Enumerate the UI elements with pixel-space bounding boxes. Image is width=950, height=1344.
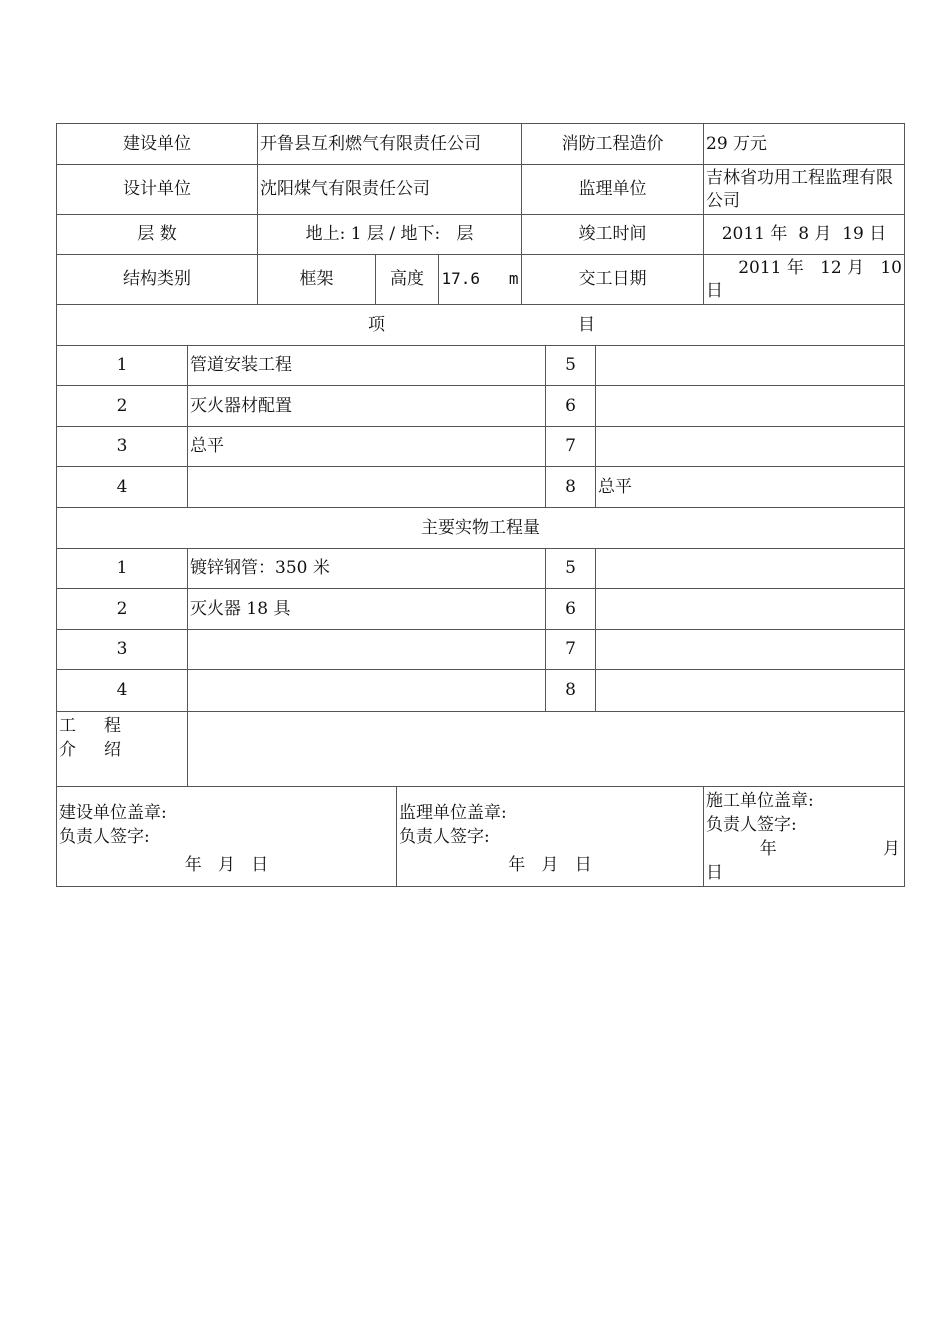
construction-unit-label: 建设单位 <box>56 123 258 165</box>
item-value: 总平 <box>187 426 546 467</box>
intro-label-line-1: 工程 <box>59 716 149 736</box>
item-number: 5 <box>545 345 596 386</box>
item-value <box>595 426 905 467</box>
item-number: 7 <box>545 426 596 467</box>
quantity-value <box>595 548 905 589</box>
quantity-row <box>57 670 905 713</box>
quantity-value <box>595 669 905 712</box>
quantity-value <box>187 629 546 670</box>
intro-row <box>57 712 905 788</box>
item-value: 管道安装工程 <box>187 345 546 386</box>
quantity-value <box>595 629 905 670</box>
header-row-4 <box>57 255 905 306</box>
quantity-number: 1 <box>56 548 188 589</box>
items-title-right: 目 <box>578 314 595 335</box>
supervision-unit-value: 吉林省功用工程监理有限公司 <box>703 164 905 215</box>
intro-value <box>187 711 905 787</box>
design-unit-value: 沈阳煤气有限责任公司 <box>257 164 522 215</box>
structure-type-value: 框架 <box>257 254 376 305</box>
handover-date-line-1: 2011 年 12 月 10 <box>738 258 902 279</box>
signature-row <box>57 787 905 888</box>
header-row-1 <box>57 124 905 166</box>
quantity-number: 5 <box>545 548 596 589</box>
quantity-value <box>595 588 905 630</box>
item-row <box>57 427 905 468</box>
header-row-2 <box>57 165 905 216</box>
item-row <box>57 346 905 387</box>
quantity-number: 7 <box>545 629 596 670</box>
quantity-number: 4 <box>56 669 188 712</box>
builder-signature <box>703 786 905 887</box>
builder-date-line-2: 日 <box>706 863 723 883</box>
item-value <box>595 345 905 386</box>
quantity-value <box>187 669 546 712</box>
quantity-number: 8 <box>545 669 596 712</box>
fire-cost-label: 消防工程造价 <box>521 123 704 165</box>
intro-label <box>56 711 188 787</box>
quantity-row <box>57 630 905 671</box>
completion-time-label: 竣工时间 <box>521 214 704 255</box>
quantity-number: 3 <box>56 629 188 670</box>
supervision-sign-label: 负责人签字: <box>399 827 490 847</box>
quantity-number: 6 <box>545 588 596 630</box>
quantity-value: 灭火器 18 具 <box>187 588 546 630</box>
supervision-unit-label: 监理单位 <box>521 164 704 215</box>
height-value: 17.6 m <box>438 254 522 305</box>
height-label: 高度 <box>375 254 439 305</box>
handover-date-line-2: 日 <box>706 280 723 301</box>
item-row <box>57 467 905 509</box>
supervision-date: 年 月 日 <box>508 855 592 875</box>
quantity-number: 2 <box>56 588 188 630</box>
handover-date-label: 交工日期 <box>521 254 704 305</box>
structure-type-label: 结构类别 <box>56 254 258 305</box>
items-title <box>56 304 905 346</box>
supervision-signature <box>396 786 704 887</box>
item-value: 总平 <box>595 466 905 508</box>
item-number: 8 <box>545 466 596 508</box>
builder-date-line-1: 年 月 <box>759 839 900 859</box>
completion-time-value: 2011 年 8 月 19 日 <box>703 214 905 255</box>
construction-signature <box>56 786 397 887</box>
intro-label-line-2: 介绍 <box>59 740 149 760</box>
items-title-row <box>57 305 905 347</box>
quantity-value: 镀锌钢管：350 米 <box>187 548 546 589</box>
item-number: 3 <box>56 426 188 467</box>
quantity-row <box>57 589 905 631</box>
construction-sign-label: 负责人签字: <box>59 827 150 847</box>
floors-label: 层 数 <box>56 214 258 255</box>
construction-seal-label: 建设单位盖章: <box>59 803 167 823</box>
fire-cost-value: 29 万元 <box>703 123 905 165</box>
item-number: 2 <box>56 385 188 427</box>
builder-sign-label: 负责人签字: <box>706 815 797 835</box>
item-value: 灭火器材配置 <box>187 385 546 427</box>
item-number: 6 <box>545 385 596 427</box>
floors-value: 地上: 1 层 / 地下: 层 <box>257 214 522 255</box>
quantities-title-row <box>57 508 905 550</box>
item-row <box>57 386 905 428</box>
construction-unit-value: 开鲁县互利燃气有限责任公司 <box>257 123 522 165</box>
item-number: 4 <box>56 466 188 508</box>
items-title-left: 项 <box>368 314 385 335</box>
header-row-3 <box>57 215 905 256</box>
item-value <box>595 385 905 427</box>
item-number: 1 <box>56 345 188 386</box>
design-unit-label: 设计单位 <box>56 164 258 215</box>
item-value <box>187 466 546 508</box>
handover-date-value <box>703 254 905 305</box>
supervision-seal-label: 监理单位盖章: <box>399 803 507 823</box>
builder-seal-label: 施工单位盖章: <box>706 791 814 811</box>
construction-date: 年 月 日 <box>184 855 269 875</box>
quantities-title: 主要实物工程量 <box>56 507 905 549</box>
quantity-row <box>57 549 905 590</box>
